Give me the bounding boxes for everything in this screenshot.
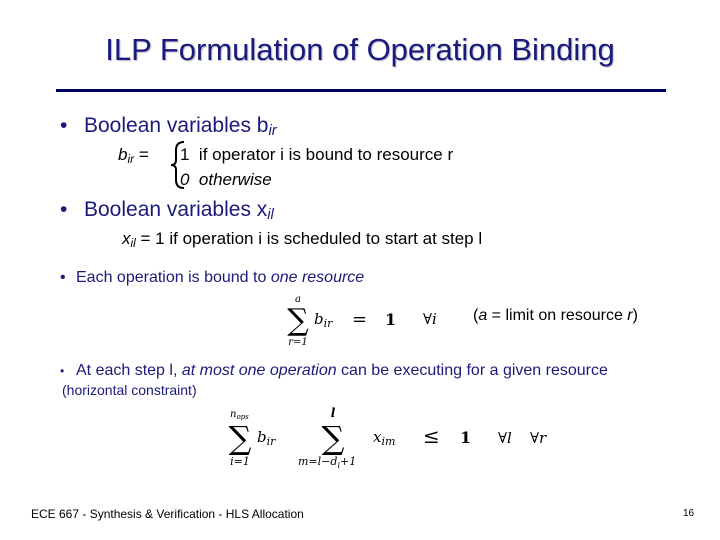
bullet-subscript: ir	[268, 123, 277, 139]
case-2-text: otherwise	[198, 170, 272, 189]
bullet-text: Each operation is bound to	[76, 269, 271, 286]
bullet-dot: •	[60, 364, 65, 378]
x-definition-text: = 1 if operation i is scheduled to start at step l	[140, 229, 483, 248]
footer-text: ECE 667 - Synthesis & Verification - HLS Allocation	[31, 507, 304, 521]
eq1-term: $b_{ir}$	[314, 310, 333, 330]
bullet-boolean-b	[60, 114, 277, 139]
bullet-emphasis: one resource	[270, 269, 365, 286]
bullet-boolean-x	[60, 198, 274, 223]
equation-1	[280, 290, 410, 348]
bullet-at-most-one	[60, 362, 608, 380]
eq2-rhs: 1	[460, 428, 472, 447]
horizontal-constraint-label: (horizontal constraint)	[62, 382, 197, 398]
eq2-sum1-top: $n_{ops}$	[230, 409, 249, 421]
eq1-quantifier: ∀i	[423, 310, 437, 328]
case-1-text: if operator i is bound to resource r	[198, 145, 454, 164]
equation-2	[220, 403, 560, 471]
bullet-text: At each step l,	[76, 362, 182, 379]
eq1-sum-top: a	[295, 294, 301, 305]
eq2-sum2-top: l	[330, 406, 336, 420]
title-divider	[56, 89, 666, 92]
page-number: 16	[683, 508, 695, 519]
eq2-quantifier-l: ∀l	[498, 429, 512, 447]
bullet-text-tail: can be executing for a given resource	[336, 362, 608, 379]
b-var: b	[118, 145, 128, 164]
eq1-rhs: 1	[385, 310, 397, 329]
note-r: r	[627, 307, 633, 324]
x-sub: il	[130, 236, 136, 250]
note-paren: (	[473, 307, 479, 324]
eq1-sigma: ∑	[287, 303, 309, 338]
b-definition-lhs	[118, 145, 149, 166]
x-definition	[122, 229, 482, 250]
bullet-one-resource	[60, 269, 364, 287]
bullet-dot: •	[60, 269, 66, 286]
bullet-emphasis: at most one operation	[181, 362, 337, 379]
case-2-value: 0	[180, 170, 190, 189]
bullet-text: Boolean variables x	[84, 198, 268, 221]
note-a: a	[478, 307, 488, 324]
note-paren: )	[632, 307, 638, 324]
eq2-sum1-bottom: i=1	[230, 455, 250, 468]
b-sub: ir	[127, 152, 135, 166]
eq2-sigma-1: ∑	[228, 419, 252, 457]
eq2-sum2-bottom: $m=l-d_i+1$	[298, 455, 357, 470]
case-2	[180, 170, 272, 190]
note-text: = limit on resource	[487, 307, 628, 324]
x-var: x	[122, 229, 131, 248]
eq2-sigma-2: ∑	[321, 419, 345, 457]
case-1	[180, 145, 453, 165]
eq2-term-2: $x_{im}$	[373, 428, 396, 448]
case-1-value: 1	[180, 145, 190, 164]
slide-title: ILP Formulation of Operation Binding	[105, 32, 615, 67]
eq2-term-1: $b_{ir}$	[257, 428, 276, 448]
eq2-relation: ≤	[423, 424, 440, 448]
bullet-text: Boolean variables b	[84, 114, 269, 137]
bullet-dot: •	[60, 198, 68, 221]
bullet-subscript: il	[267, 207, 274, 223]
resource-limit-note	[473, 307, 638, 325]
equals-sign: =	[138, 145, 149, 164]
eq1-sum-bottom: r=1	[288, 337, 308, 348]
bullet-dot: •	[60, 114, 68, 137]
eq1-equals: =	[352, 309, 368, 330]
eq2-quantifier-r: ∀r	[530, 429, 547, 447]
